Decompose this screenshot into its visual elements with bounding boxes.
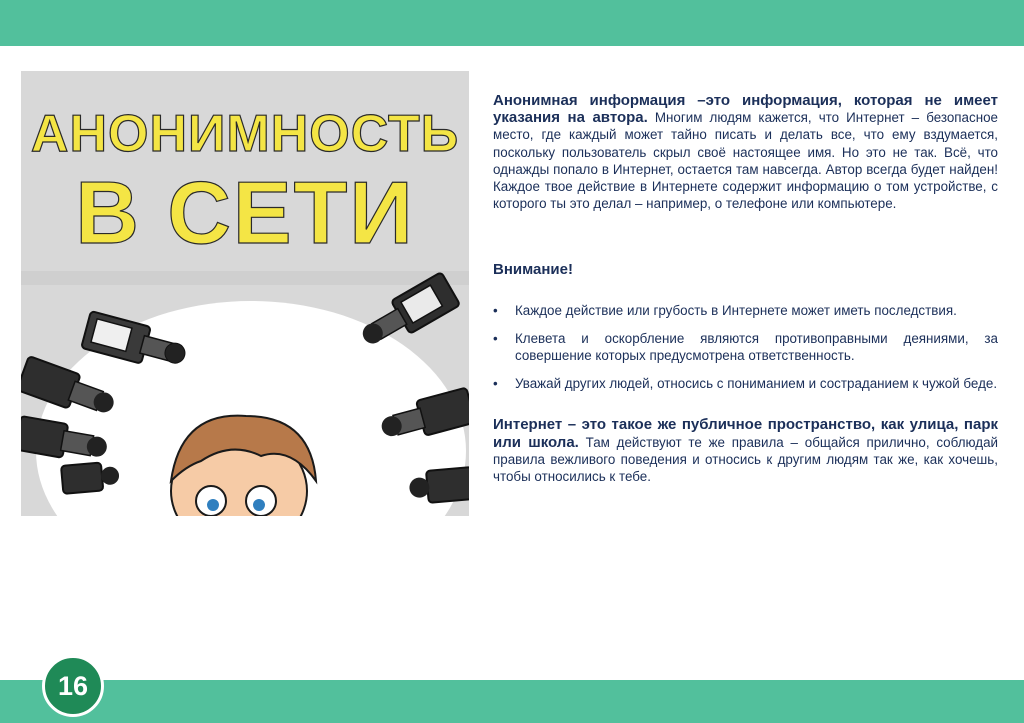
closing-paragraph [493, 416, 998, 485]
list-item: • Уважай других людей, относись с пониманием и состраданием к чужой беде. [493, 375, 998, 392]
list-item: • Клевета и оскорбление являются противоправными деяниями, за совершение которых предусмотрена ответственность. [493, 330, 998, 364]
top-band [0, 0, 1024, 46]
article-text [493, 92, 998, 485]
page-number-badge: 16 [42, 655, 104, 717]
cartoon-svg [21, 71, 469, 516]
bottom-band [0, 680, 1024, 723]
anonymity-illustration [21, 71, 469, 516]
closing-lead: Интернет – это такое же публичное пространство, как улица, парк или школа. [493, 416, 998, 451]
intro-lead: Анонимная информация –это информация, которая не имеет указания на автора. [493, 92, 998, 127]
heading-line-1: АНОНИМНОСТЬ [30, 105, 460, 163]
intro-paragraph [493, 92, 998, 212]
intro-body: Многим людям кажется, что Интернет – безопасное место, где каждый может тайно писать и делать все, что ему вздумается, поскольку пользователь скрыл своё настоящее имя. Но это не так. Всё, что однажды попало в Интернет, остается там навсегда. Автор всегда будет найден! Каждое твое действие в Интернете содержит информацию о том устройстве, с которого ты это делал – например, о телефоне или компьютере. [493, 110, 998, 212]
heading-line-2: В СЕТИ [75, 163, 415, 262]
list-item: • Каждое действие или грубость в Интернете может иметь последствия. [493, 302, 998, 319]
rules-list [493, 302, 998, 393]
attention-title: Внимание! [493, 261, 573, 279]
closing-body: Там действуют те же правила – общайся прилично, соблюдай правила вежливого поведения и относись к другим людям так же, как хочешь, чтобы относились к тебе. [493, 434, 998, 485]
